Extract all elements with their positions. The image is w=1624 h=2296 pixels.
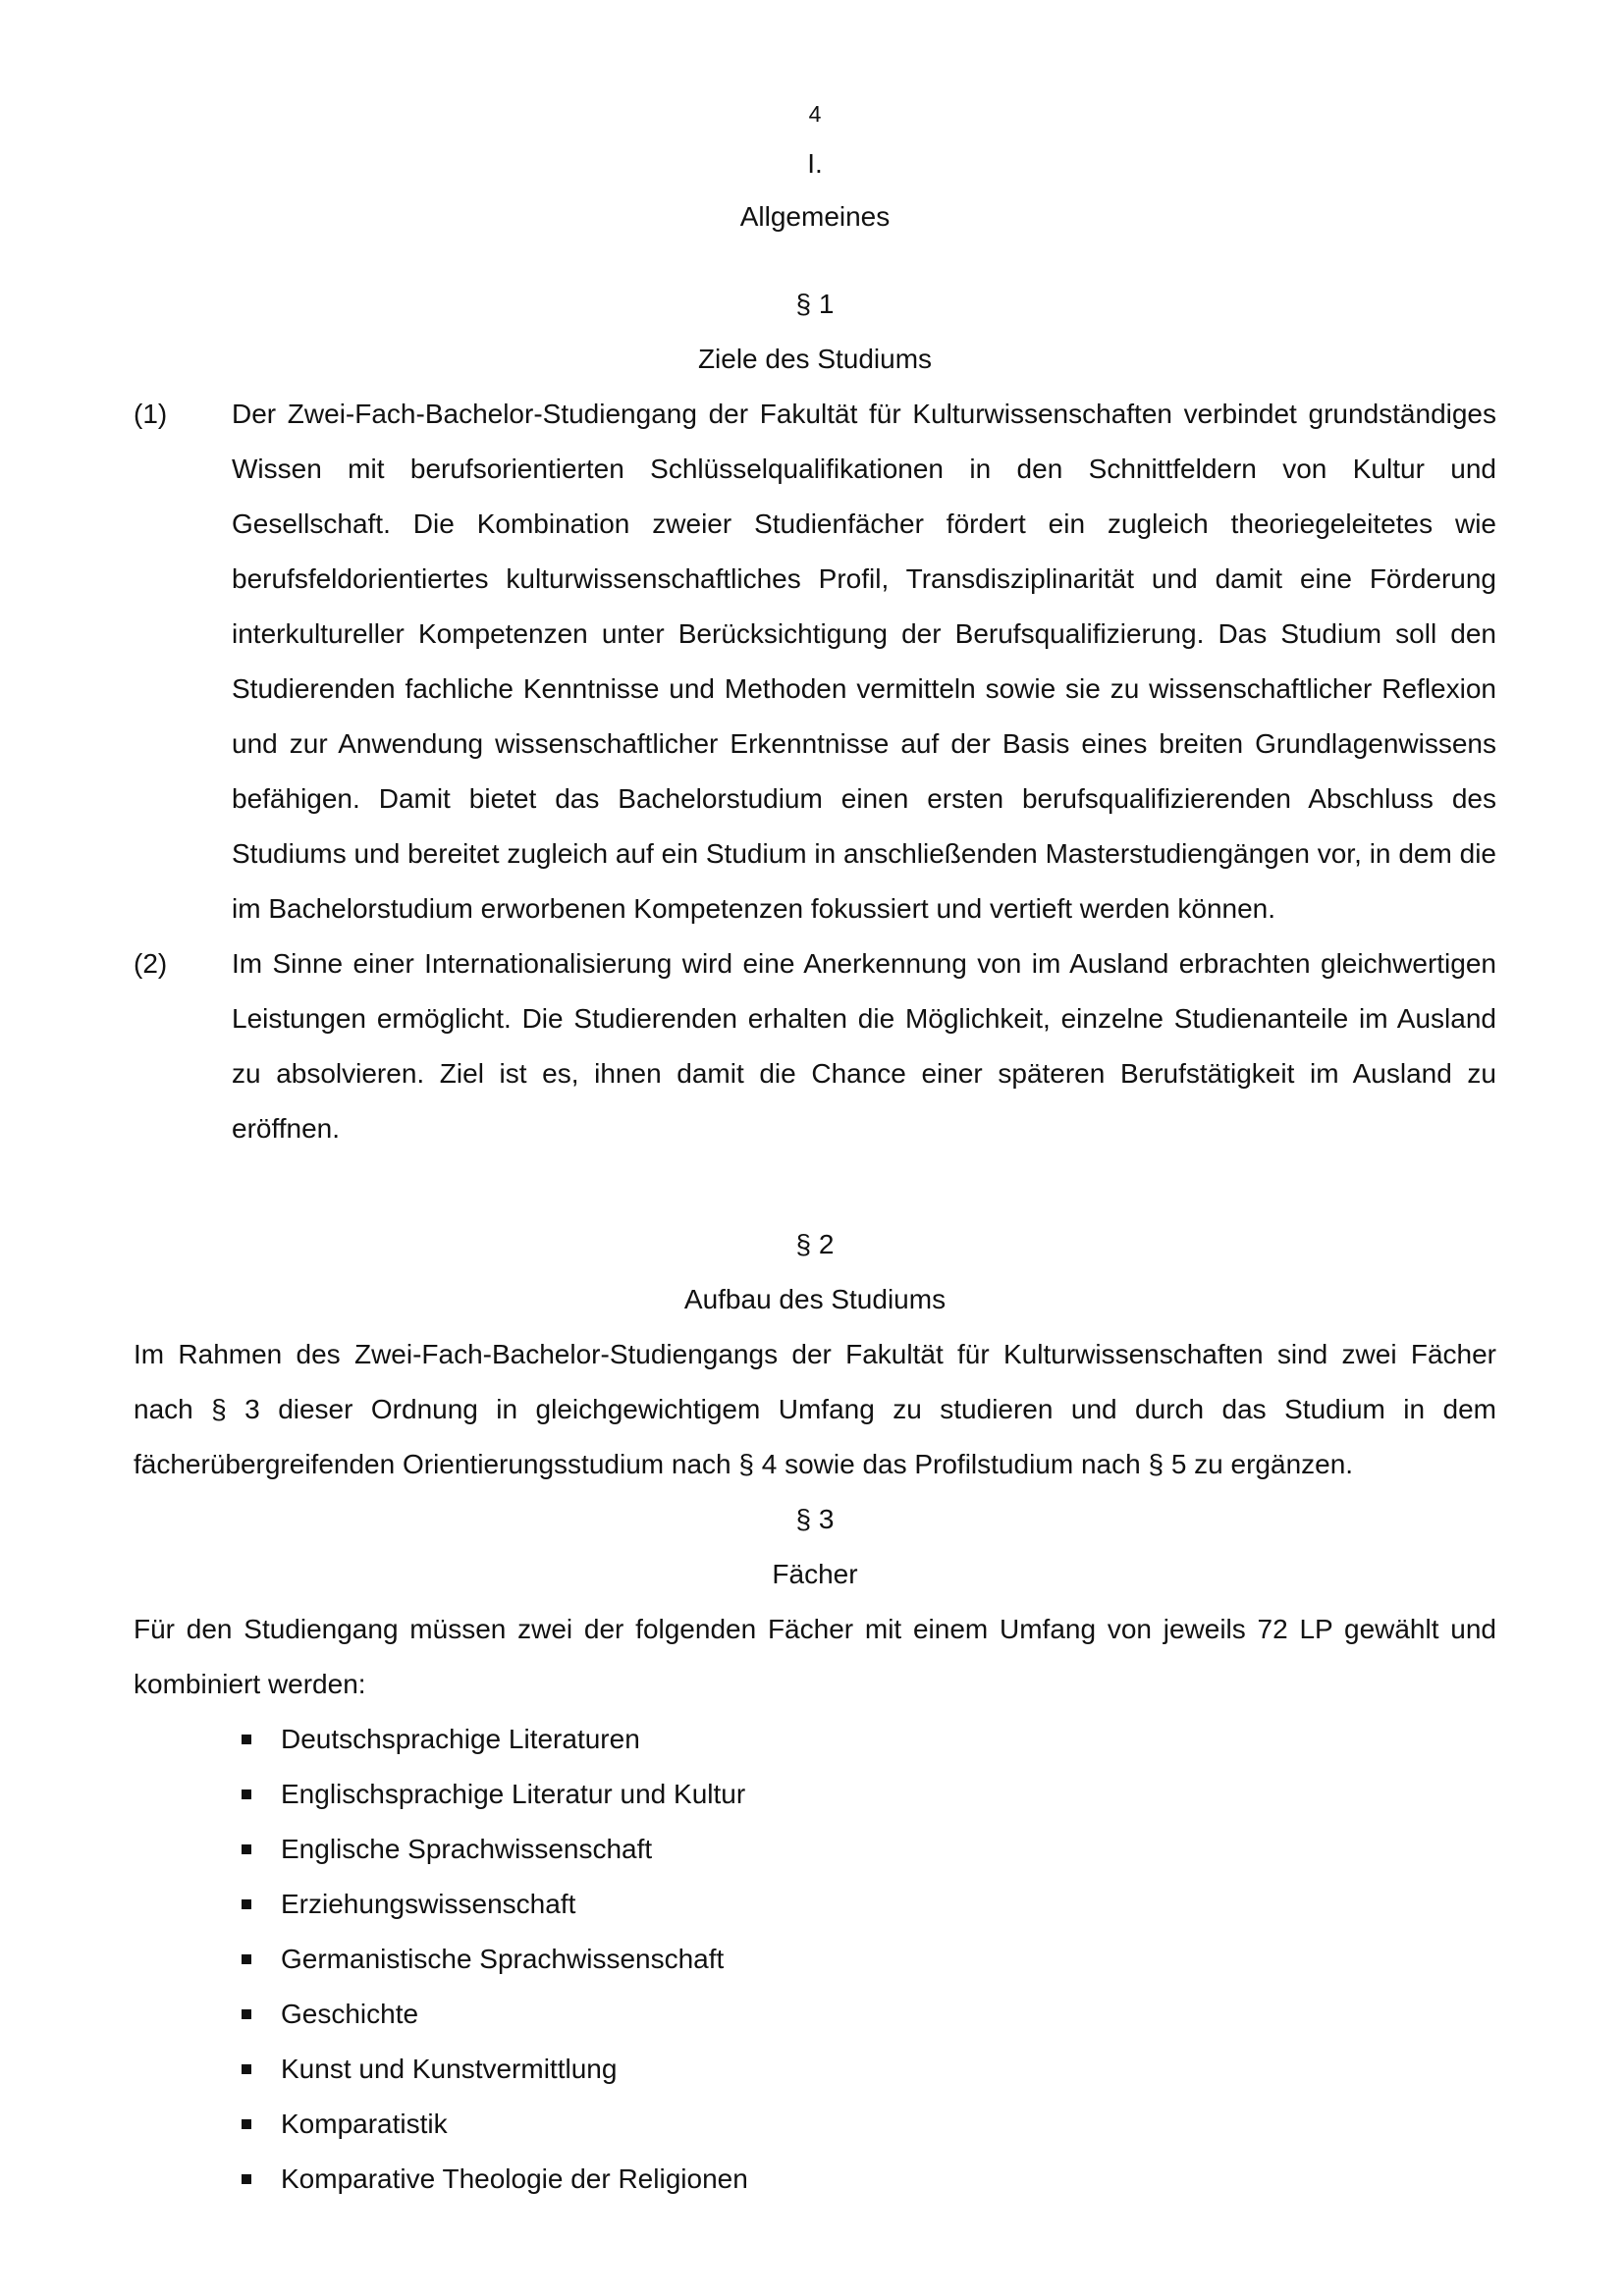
chapter-title: Allgemeines bbox=[739, 201, 891, 232]
subject-label: Deutschsprachige Literaturen bbox=[281, 1724, 640, 1754]
paragraph bbox=[134, 387, 1496, 936]
spacer bbox=[134, 1156, 1496, 1217]
section-title: Fächer bbox=[772, 1559, 858, 1589]
list-item bbox=[242, 1767, 1496, 1822]
list-item bbox=[242, 1987, 1496, 2042]
square-bullet-icon bbox=[242, 1844, 251, 1854]
list-item bbox=[242, 1822, 1496, 1877]
section-title: Ziele des Studiums bbox=[697, 344, 933, 374]
section-text: Für den Studiengang müssen zwei der folgenden Fächer mit einem Umfang von jeweils 72 LP gewählt und kombiniert werden: bbox=[134, 1614, 1496, 1699]
square-bullet-icon bbox=[242, 1954, 251, 1964]
subject-label: Englische Sprachwissenschaft bbox=[281, 1834, 653, 1864]
spacer bbox=[134, 243, 1496, 277]
square-bullet-icon bbox=[242, 2119, 251, 2129]
section-number: § 2 bbox=[795, 1229, 835, 1259]
subject-label: Komparatistik bbox=[281, 2109, 448, 2139]
paragraph-number: (2) bbox=[134, 948, 168, 979]
paragraph bbox=[134, 936, 1496, 1156]
paragraph-number: (1) bbox=[134, 399, 168, 429]
paragraph-text: Der Zwei-Fach-Bachelor-Studiengang der Fakultät für Kulturwissenschaften verbindet grundständiges Wissen mit berufsorientierten Schlüsselqualifikationen in den Schnittfeldern von Kultur und Gesellschaft. Die Kombination zweier Studienfächer fördert ein zugleich theoriegeleitetes wie berufsfeldorientiertes kulturwissenschaftliches Profil, Transdisziplinarität und damit eine Förderung interkultureller Kompetenzen unter Berücksichtigung der Berufsqualifizierung. Das Studium soll den Studierenden fachliche Kenntnisse und Methoden vermitteln sowie sie zu wissenschaftlicher Reflexion und zur Anwendung wissenschaftlicher Erkenntnisse auf der Basis eines breiten Grundlagenwissens befähigen. Damit bietet das Bachelorstudium einen ersten berufsqualifizierenden Abschluss des Studiums und bereitet zugleich auf ein Studium in anschließenden Masterstudiengängen vor, in dem die im Bachelorstudium erworbenen Kompetenzen fokussiert und vertieft werden können. bbox=[232, 399, 1496, 924]
square-bullet-icon bbox=[242, 2174, 251, 2184]
subject-label: Englischsprachige Literatur und Kultur bbox=[281, 1779, 746, 1809]
section-number: § 1 bbox=[795, 289, 835, 319]
section-text: Im Rahmen des Zwei-Fach-Bachelor-Studiengangs der Fakultät für Kulturwissenschaften sind zwei Fächer nach § 3 dieser Ordnung in gleichgewichtigem Umfang zu studieren und durch das Studium in dem fächerübergreifenden Orientierungsstudium nach § 4 sowie das Profilstudium nach § 5 zu ergänzen. bbox=[134, 1339, 1496, 1479]
section-title: Aufbau des Studiums bbox=[683, 1284, 947, 1314]
list-item bbox=[242, 2042, 1496, 2097]
subject-label: Germanistische Sprachwissenschaft bbox=[281, 1944, 725, 1974]
list-item bbox=[242, 1712, 1496, 1767]
section-number: § 3 bbox=[795, 1504, 835, 1534]
subject-label: Geschichte bbox=[281, 1999, 419, 2029]
square-bullet-icon bbox=[242, 1789, 251, 1799]
chapter-numeral: I. bbox=[807, 148, 823, 179]
subject-list bbox=[134, 1712, 1496, 2207]
list-item bbox=[242, 1932, 1496, 1987]
list-item bbox=[242, 1877, 1496, 1932]
square-bullet-icon bbox=[242, 1899, 251, 1909]
subject-label: Erziehungswissenschaft bbox=[281, 1889, 576, 1919]
square-bullet-icon bbox=[242, 2064, 251, 2074]
square-bullet-icon bbox=[242, 1735, 251, 1744]
list-item bbox=[242, 2097, 1496, 2152]
square-bullet-icon bbox=[242, 2009, 251, 2019]
subject-label: Kunst und Kunstvermittlung bbox=[281, 2054, 618, 2084]
list-item bbox=[242, 2152, 1496, 2207]
subject-label: Komparative Theologie der Religionen bbox=[281, 2163, 748, 2194]
paragraph-text: Im Sinne einer Internationalisierung wird eine Anerkennung von im Ausland erbrachten gleichwertigen Leistungen ermöglicht. Die Studierenden erhalten die Möglichkeit, einzelne Studienanteile im Ausland zu absolvieren. Ziel ist es, ihnen damit die Chance einer späteren Berufstätigkeit im Ausland zu eröffnen. bbox=[232, 948, 1496, 1144]
page-number: 4 bbox=[808, 101, 822, 127]
